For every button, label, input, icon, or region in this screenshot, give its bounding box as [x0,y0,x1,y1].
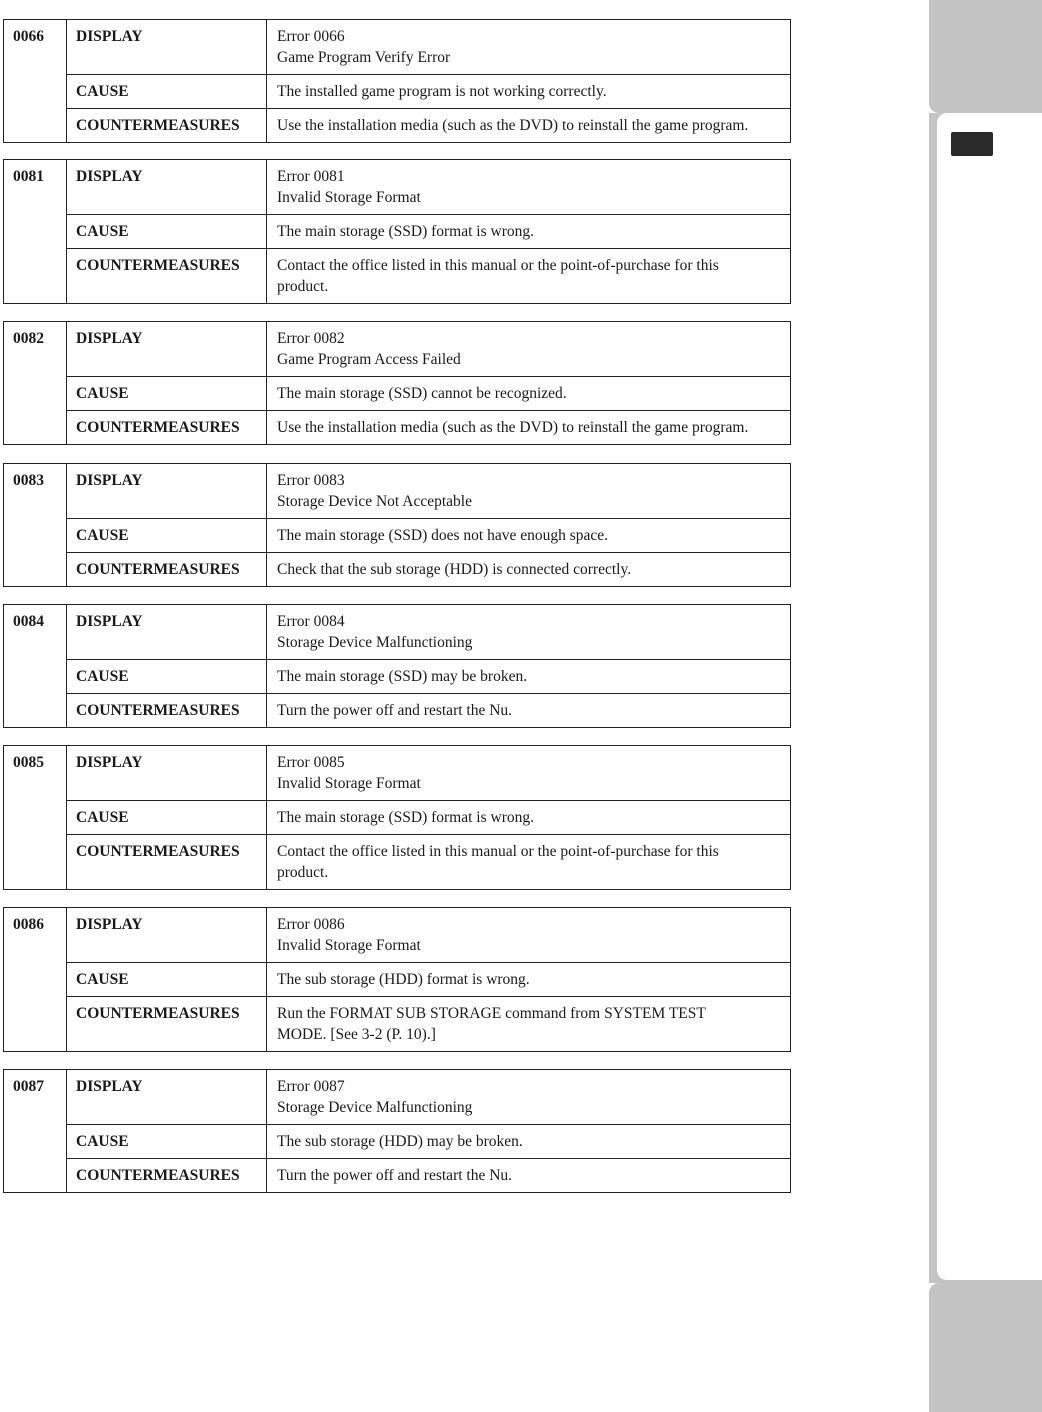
display-label: DISPLAY [67,322,267,377]
side-tab-bottom [929,1283,1042,1412]
cause-row [4,75,791,109]
cause-row [4,660,791,694]
cause-label: CAUSE [67,801,267,835]
countermeasures-value [267,694,791,728]
countermeasures-row [4,249,791,304]
error-code: 0081 [4,160,67,304]
cause-row [4,519,791,553]
display-label: DISPLAY [67,1070,267,1125]
display-line: Error 0066 [277,28,345,45]
countermeasures-line: MODE. [See 3-2 (P. 10).] [277,1026,436,1043]
cause-label: CAUSE [67,963,267,997]
display-value [267,464,791,519]
cause-value: The installed game program is not working correctly. [267,75,791,109]
display-line: Game Program Access Failed [277,351,461,368]
cause-label: CAUSE [67,215,267,249]
countermeasures-value [267,109,791,143]
cause-row [4,801,791,835]
display-value [267,160,791,215]
error-table-0083 [3,463,791,587]
side-tab-top [929,0,1042,113]
countermeasures-row [4,997,791,1052]
display-row [4,322,791,377]
cause-row [4,963,791,997]
countermeasures-row [4,109,791,143]
countermeasures-label: COUNTERMEASURES [67,997,267,1052]
error-code: 0066 [4,20,67,143]
countermeasures-line: Turn the power off and restart the Nu. [277,702,513,719]
display-line: Storage Device Malfunctioning [277,1099,473,1116]
error-table-0082 [3,321,791,445]
countermeasures-label: COUNTERMEASURES [67,109,267,143]
display-value [267,908,791,963]
countermeasures-line: Use the installation media (such as the DVD) to reinstall the game program. [277,419,749,436]
countermeasures-value [267,411,791,445]
display-value [267,20,791,75]
display-label: DISPLAY [67,908,267,963]
cause-value: The main storage (SSD) format is wrong. [267,801,791,835]
section-marker [951,132,993,156]
countermeasures-value [267,249,791,304]
countermeasures-value [267,835,791,890]
error-code: 0083 [4,464,67,587]
error-code: 0085 [4,746,67,890]
display-value [267,322,791,377]
countermeasures-label: COUNTERMEASURES [67,835,267,890]
display-line: Invalid Storage Format [277,189,421,206]
display-label: DISPLAY [67,464,267,519]
cause-label: CAUSE [67,1125,267,1159]
countermeasures-label: COUNTERMEASURES [67,694,267,728]
countermeasures-value [267,1159,791,1193]
countermeasures-line: Contact the office listed in this manual or the point-of-purchase for this [277,843,719,860]
countermeasures-line: Check that the sub storage (HDD) is connected correctly. [277,561,632,578]
cause-row [4,1125,791,1159]
display-line: Error 0083 [277,472,345,489]
display-row [4,464,791,519]
display-line: Storage Device Malfunctioning [277,634,473,651]
cause-row [4,377,791,411]
error-code: 0084 [4,605,67,728]
countermeasures-row [4,411,791,445]
display-line: Storage Device Not Acceptable [277,493,472,510]
error-table-0066 [3,19,791,143]
display-label: DISPLAY [67,605,267,660]
countermeasures-label: COUNTERMEASURES [67,249,267,304]
display-line: Error 0081 [277,168,345,185]
countermeasures-label: COUNTERMEASURES [67,411,267,445]
display-line: Game Program Verify Error [277,49,451,66]
display-line: Error 0085 [277,754,345,771]
display-label: DISPLAY [67,746,267,801]
countermeasures-label: COUNTERMEASURES [67,553,267,587]
cause-value: The sub storage (HDD) format is wrong. [267,963,791,997]
countermeasures-row [4,1159,791,1193]
countermeasures-line: product. [277,864,329,881]
cause-value: The main storage (SSD) format is wrong. [267,215,791,249]
countermeasures-value [267,553,791,587]
error-code: 0086 [4,908,67,1052]
display-row [4,908,791,963]
countermeasures-row [4,835,791,890]
error-code: 0082 [4,322,67,445]
display-line: Error 0084 [277,613,345,630]
display-label: DISPLAY [67,20,267,75]
error-code: 0087 [4,1070,67,1193]
display-row [4,20,791,75]
cause-value: The main storage (SSD) cannot be recognized. [267,377,791,411]
countermeasures-label: COUNTERMEASURES [67,1159,267,1193]
display-value [267,746,791,801]
countermeasures-row [4,694,791,728]
display-line: Error 0082 [277,330,345,347]
countermeasures-line: Run the FORMAT SUB STORAGE command from SYSTEM TEST [277,1005,706,1022]
cause-row [4,215,791,249]
display-value [267,605,791,660]
display-line: Error 0086 [277,916,345,933]
error-table-0085 [3,745,791,890]
countermeasures-line: Use the installation media (such as the DVD) to reinstall the game program. [277,117,749,134]
display-row [4,160,791,215]
countermeasures-line: Turn the power off and restart the Nu. [277,1167,513,1184]
display-label: DISPLAY [67,160,267,215]
cause-label: CAUSE [67,660,267,694]
display-line: Invalid Storage Format [277,775,421,792]
cause-label: CAUSE [67,519,267,553]
error-table-0087 [3,1069,791,1193]
error-table-0084 [3,604,791,728]
cause-value: The main storage (SSD) does not have enough space. [267,519,791,553]
countermeasures-line: product. [277,278,329,295]
countermeasures-row [4,553,791,587]
error-table-0081 [3,159,791,304]
cause-label: CAUSE [67,75,267,109]
display-line: Error 0087 [277,1078,345,1095]
display-line: Invalid Storage Format [277,937,421,954]
countermeasures-line: Contact the office listed in this manual or the point-of-purchase for this [277,257,719,274]
display-value [267,1070,791,1125]
cause-label: CAUSE [67,377,267,411]
countermeasures-value [267,997,791,1052]
error-table-0086 [3,907,791,1052]
display-row [4,1070,791,1125]
cause-value: The main storage (SSD) may be broken. [267,660,791,694]
display-row [4,746,791,801]
display-row [4,605,791,660]
side-tab-panel [937,113,1042,1280]
cause-value: The sub storage (HDD) may be broken. [267,1125,791,1159]
